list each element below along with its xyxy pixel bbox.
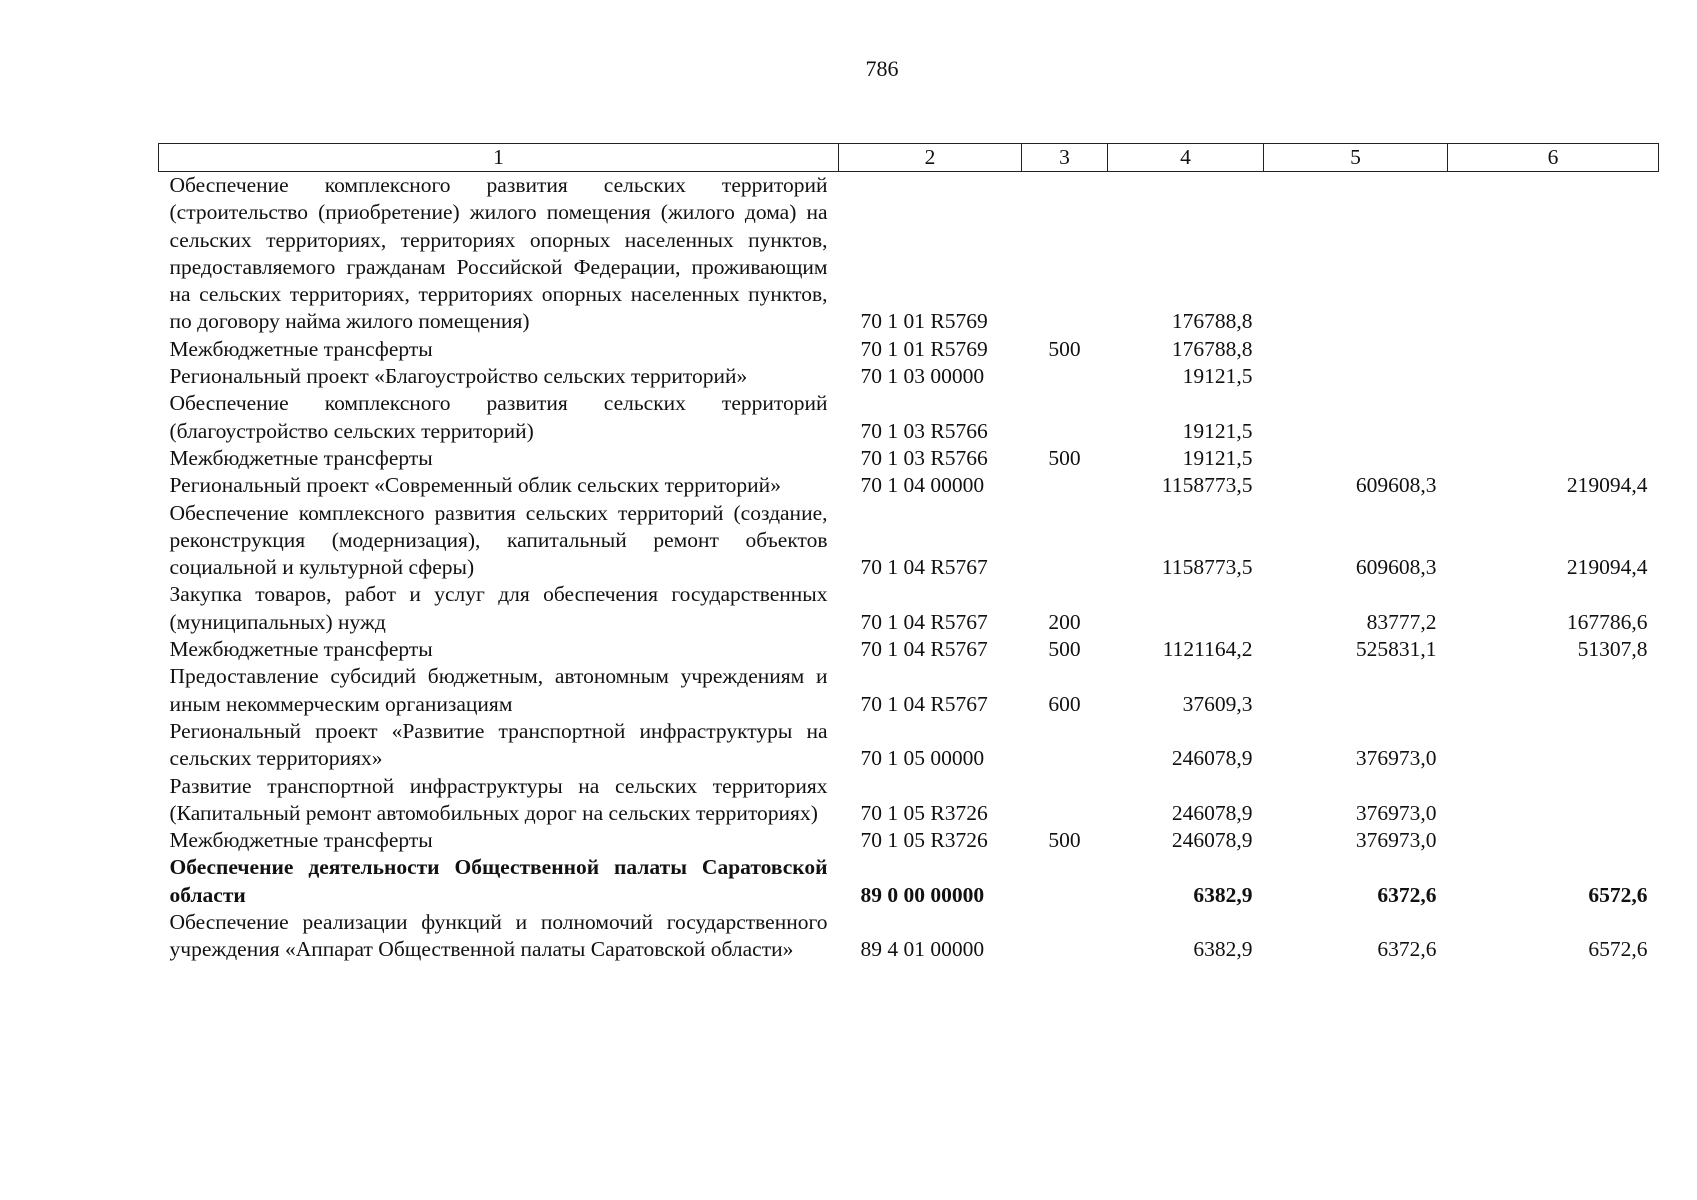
row-value-6-cell <box>1448 390 1659 445</box>
row-name-cell: Обеспечение деятельности Общественной палаты Саратовской области <box>169 855 828 907</box>
row-value-5-cell <box>1264 336 1448 363</box>
row-code-cell: 70 1 05 R3726 <box>860 800 988 825</box>
row-value-5-cell: 609608,3 <box>1355 473 1437 498</box>
table-row <box>159 472 1659 499</box>
row-value-5-cell: 609608,3 <box>1355 555 1437 580</box>
row-name-cell: Предоставление субсидий бюджетным, автономным учреждениям и иным некоммерческим организациям <box>169 664 828 716</box>
row-type-cell <box>1022 500 1108 582</box>
row-name-cell: Развитие транспортной инфраструктуры на сельских территориях (Капитальный ремонт автомобильных дорог на сельских территориях) <box>169 773 828 825</box>
row-code-cell: 70 1 04 R5767 <box>860 691 988 716</box>
row-value-6-cell <box>1448 718 1659 773</box>
row-value-4-cell: 19121,5 <box>1182 445 1253 470</box>
row-value-6-cell <box>1448 827 1659 854</box>
row-value-6-cell <box>1448 172 1659 336</box>
row-name-cell: Межбюджетные трансферты <box>169 637 433 662</box>
row-name-cell: Обеспечение комплексного развития сельских территорий (строительство (приобретение) жилого помещения (жилого дома) на сельских территориях, территориях опорных населенных пунктов, предоставляемого гражданам Российской Федерации, проживающим на сельских территориях, территориях опорных населенных пунктов, по договору найма жилого помещения) <box>169 173 828 334</box>
row-value-4-cell: 176788,8 <box>1171 309 1253 334</box>
row-value-4-cell: 19121,5 <box>1182 418 1253 443</box>
column-header-1: 1 <box>159 144 839 172</box>
row-code-cell: 70 1 04 R5767 <box>860 637 988 662</box>
page-number: 786 <box>865 56 899 81</box>
row-type-cell <box>1022 390 1108 445</box>
budget-table <box>158 143 1659 964</box>
table-row <box>159 445 1659 472</box>
row-name-cell: Региональный проект «Развитие транспортной инфраструктуры на сельских территориях» <box>169 718 828 771</box>
row-value-5-cell: 376973,0 <box>1355 828 1437 853</box>
row-value-4-cell: 246078,9 <box>1171 828 1253 853</box>
row-type-cell <box>1022 363 1108 390</box>
row-code-cell: 70 1 03 R5766 <box>860 418 988 443</box>
row-value-6-cell: 6572,6 <box>1588 937 1648 962</box>
row-name-cell: Межбюджетные трансферты <box>169 336 433 361</box>
row-value-6-cell <box>1448 773 1659 828</box>
row-value-4-cell: 1121164,2 <box>1162 637 1253 662</box>
row-type-cell <box>1022 472 1108 499</box>
column-header-6: 6 <box>1448 144 1659 172</box>
table-row <box>159 363 1659 390</box>
table-row <box>159 827 1659 854</box>
row-type-cell: 500 <box>1048 828 1081 853</box>
row-value-6-cell <box>1448 336 1659 363</box>
row-type-cell <box>1022 909 1108 964</box>
row-value-4-cell: 1158773,5 <box>1161 555 1253 580</box>
row-value-6-cell: 167786,6 <box>1566 609 1648 634</box>
row-value-6-cell: 219094,4 <box>1566 555 1648 580</box>
table-row <box>159 581 1659 636</box>
table-row <box>159 773 1659 828</box>
table-row <box>159 718 1659 773</box>
row-type-cell: 600 <box>1048 691 1081 716</box>
table-row <box>159 909 1659 964</box>
row-value-4-cell: 6382,9 <box>1193 937 1253 962</box>
column-header-3: 3 <box>1022 144 1108 172</box>
table-body <box>159 172 1659 964</box>
column-header-2: 2 <box>839 144 1022 172</box>
row-code-cell: 70 1 05 00000 <box>860 746 985 771</box>
row-name-cell: Обеспечение комплексного развития сельских территорий (благоустройство сельских территорий) <box>169 391 828 443</box>
row-code-cell: 70 1 04 00000 <box>860 473 985 498</box>
table-row <box>159 390 1659 445</box>
row-value-4-cell: 246078,9 <box>1171 800 1253 825</box>
table-row <box>159 500 1659 582</box>
row-value-5-cell: 376973,0 <box>1355 800 1437 825</box>
row-name-cell: Межбюджетные трансферты <box>169 828 433 853</box>
row-name-cell: Региональный проект «Благоустройство сельских территорий» <box>169 364 748 389</box>
row-value-6-cell <box>1448 445 1659 472</box>
row-code-cell: 70 1 01 R5769 <box>860 336 988 361</box>
row-type-cell <box>1022 854 1108 909</box>
row-value-4-cell: 176788,8 <box>1171 336 1253 361</box>
row-code-cell: 70 1 04 R5767 <box>860 609 988 634</box>
row-value-4-cell: 1158773,5 <box>1161 473 1253 498</box>
table-row <box>159 336 1659 363</box>
row-code-cell: 70 1 01 R5769 <box>860 309 988 334</box>
row-value-6-cell: 51307,8 <box>1577 637 1648 662</box>
row-name-cell: Обеспечение комплексного развития сельских территорий (создание, реконструкция (модернизация), капитальный ремонт объектов социальной и культурной сферы) <box>169 500 828 580</box>
row-value-6-cell <box>1448 363 1659 390</box>
column-header-4: 4 <box>1108 144 1264 172</box>
row-name-cell: Закупка товаров, работ и услуг для обеспечения государственных (муниципальных) нужд <box>169 582 828 634</box>
row-type-cell <box>1022 773 1108 828</box>
table-row <box>159 636 1659 663</box>
row-value-4-cell <box>1108 581 1264 636</box>
row-value-5-cell: 376973,0 <box>1355 746 1437 771</box>
row-value-5-cell <box>1264 445 1448 472</box>
row-name-cell: Региональный проект «Современный облик сельских территорий» <box>169 473 781 498</box>
row-code-cell: 89 4 01 00000 <box>860 937 985 962</box>
row-value-5-cell: 6372,6 <box>1377 937 1437 962</box>
row-value-4-cell: 246078,9 <box>1171 746 1253 771</box>
table-row <box>159 854 1659 909</box>
row-name-cell: Обеспечение реализации функций и полномочий государственного учреждения «Аппарат Общественной палаты Саратовской области» <box>169 910 828 962</box>
row-code-cell: 89 0 00 00000 <box>860 882 985 907</box>
row-value-5-cell: 83777,2 <box>1366 609 1437 634</box>
row-type-cell: 200 <box>1048 609 1081 634</box>
row-value-5-cell <box>1264 390 1448 445</box>
header-row <box>159 144 1659 172</box>
row-name-cell: Межбюджетные трансферты <box>169 445 433 470</box>
table-row <box>159 172 1659 336</box>
row-value-4-cell: 19121,5 <box>1182 364 1253 389</box>
row-value-5-cell: 525831,1 <box>1355 637 1437 662</box>
row-value-4-cell: 37609,3 <box>1182 691 1253 716</box>
row-value-5-cell <box>1264 363 1448 390</box>
table-row <box>159 663 1659 718</box>
row-value-6-cell <box>1448 663 1659 718</box>
row-code-cell: 70 1 03 00000 <box>860 364 985 389</box>
row-type-cell: 500 <box>1048 445 1081 470</box>
row-value-6-cell: 6572,6 <box>1588 882 1648 907</box>
row-value-5-cell <box>1264 663 1448 718</box>
column-header-5: 5 <box>1264 144 1448 172</box>
row-code-cell: 70 1 03 R5766 <box>860 445 988 470</box>
row-value-5-cell: 6372,6 <box>1377 882 1437 907</box>
row-type-cell: 500 <box>1048 637 1081 662</box>
row-type-cell <box>1022 718 1108 773</box>
row-code-cell: 70 1 04 R5767 <box>860 555 988 580</box>
row-value-4-cell: 6382,9 <box>1193 882 1253 907</box>
row-value-5-cell <box>1264 172 1448 336</box>
row-type-cell <box>1022 172 1108 336</box>
row-value-6-cell: 219094,4 <box>1566 473 1648 498</box>
row-code-cell: 70 1 05 R3726 <box>860 828 988 853</box>
row-type-cell: 500 <box>1048 336 1081 361</box>
